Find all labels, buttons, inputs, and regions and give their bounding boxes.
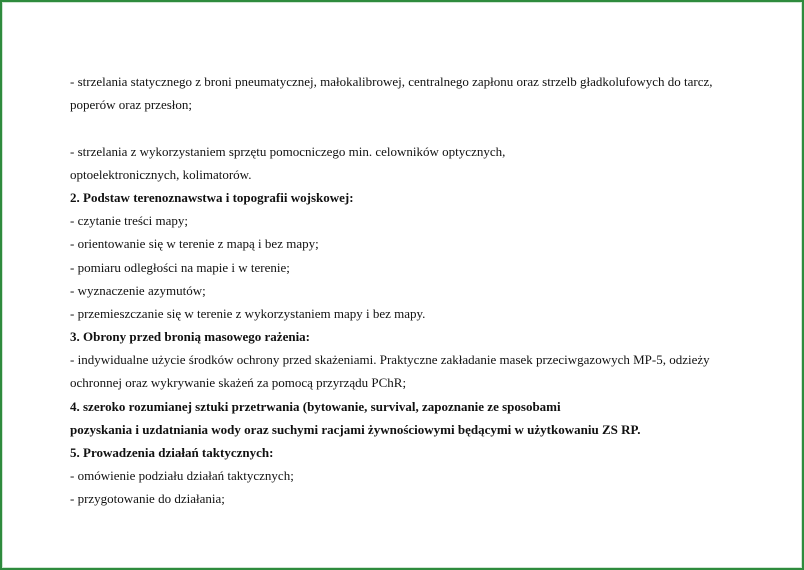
list-item: - czytanie treści mapy; (70, 213, 189, 229)
blank-line (70, 119, 770, 142)
section-heading: 5. Prowadzenia działań taktycznych: (70, 445, 274, 460)
list-item: - przygotowanie do działania; (70, 491, 225, 507)
list-item: - pomiaru odległości na mapie i w terenie; (70, 259, 290, 275)
list-item: - omówienie podziału działań taktycznych; (70, 468, 294, 484)
list-item: - przemieszczanie się w terenie z wykorzystaniem mapy i bez mapy. (70, 305, 426, 321)
section-heading: 3. Obrony przed bronią masowego rażenia: (70, 329, 311, 345)
text-line: optoelektronicznych, kolimatorów. (70, 166, 252, 182)
section-heading: 4. szeroko rozumianej sztuki przetrwania (bytowanie, survival, zapoznanie ze sposobami (70, 398, 561, 414)
text-line: - strzelania statycznego z broni pneumatycznej, małokalibrowej, centralnego zapłonu oraz strzelb gładkolufowych do tarcz, (70, 74, 713, 89)
text-line: poperów oraz przesłon; (70, 97, 193, 113)
list-item: - orientowanie się w terenie z mapą i bez mapy; (70, 236, 319, 252)
list-item: - wyznaczenie azymutów; (70, 282, 206, 298)
text-line: ochronnej oraz wykrywanie skażeń za pomocą przyrządu PChR; (70, 375, 407, 391)
list-item: - indywidualne użycie środków ochrony przed skażeniami. Praktyczne zakładanie masek przeciwgazowych MP-5, odzieży (70, 352, 710, 368)
section-heading: 2. Podstaw terenoznawstwa i topografii wojskowej: (70, 189, 354, 205)
section-heading: pozyskania i uzdatniania wody oraz suchymi racjami żywnościowymi będącymi w użytkowaniu ZS RP. (70, 421, 641, 437)
text-line: - strzelania z wykorzystaniem sprzętu pomocniczego min. celowników optycznych, (70, 143, 506, 159)
document-body (70, 73, 770, 514)
